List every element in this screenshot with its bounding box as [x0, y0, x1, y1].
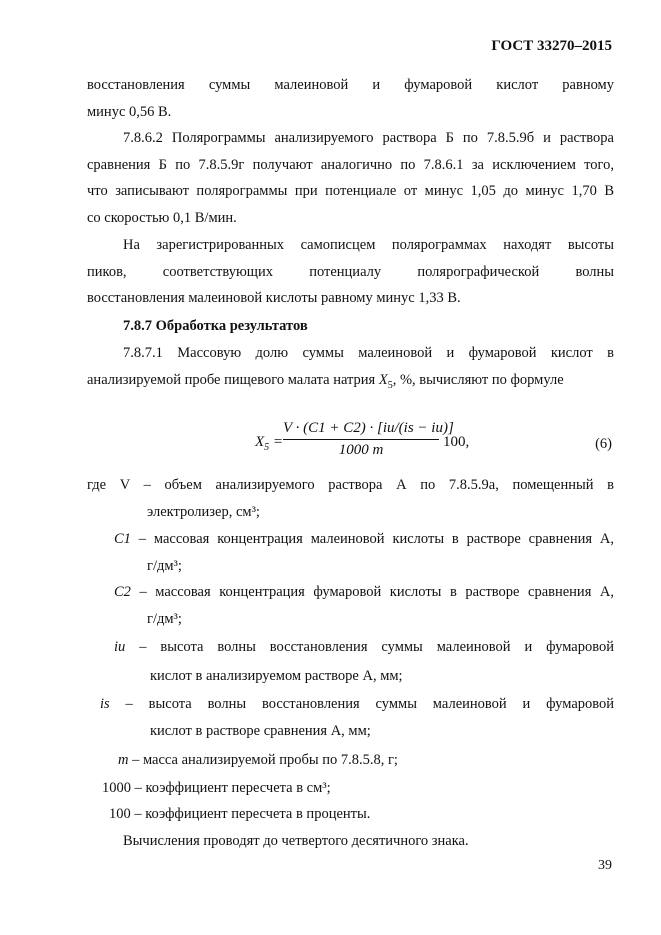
variable-x: X: [378, 371, 388, 388]
definition-text: электролизер, см³;: [147, 503, 260, 520]
definition-text: г/дм³;: [147, 557, 182, 574]
formula-numerator: V · (C1 + C2) · [iu/(is − iu)]: [283, 420, 439, 440]
paragraph-continuation: [87, 72, 614, 125]
text-fragment: анализируемой пробе пищевого малата натрия: [87, 371, 379, 388]
definition-v: [87, 472, 614, 525]
formula-tail: 100,: [443, 434, 470, 450]
definition-symbol: C1: [114, 531, 131, 547]
text-line: [87, 367, 614, 399]
definition-text: – коэффициент пересчета в проценты.: [134, 806, 371, 822]
text-line: что записывают полярограммы при потенциале от минус 1,05 до минус 1,70 В: [87, 183, 614, 199]
definition-text: – масса анализируемой пробы по 7.8.5.8, г;: [132, 752, 398, 768]
text-line: восстановления суммы малеиновой и фумаровой кислот равному: [87, 77, 614, 93]
text-line: На зарегистрированных самописцем полярограммах находят высоты: [123, 237, 614, 253]
definition-text: – высота волны восстановления суммы малеиновой и фумаровой: [125, 696, 615, 712]
definition-1000: [102, 775, 614, 802]
definition-line: [114, 526, 614, 553]
formula-lhs-subscript: 5: [264, 442, 270, 453]
definition-m: [118, 747, 614, 774]
definition-line: [100, 691, 614, 718]
variable-subscript: 5: [387, 379, 393, 391]
formula-number: (6): [595, 436, 612, 452]
definition-line: [87, 472, 614, 499]
formula-lhs: $X_5$ =: [255, 434, 284, 453]
section-title: 7.8.7 Обработка результатов: [123, 318, 308, 334]
text-line: минус 0,56 В.: [87, 103, 172, 120]
page-number: 39: [598, 858, 612, 873]
formula-denominator: 1000 m: [338, 442, 384, 458]
definition-line: [118, 747, 614, 774]
definition-text: г/дм³;: [147, 610, 182, 627]
text-line: 7.8.6.2 Полярограммы анализируемого раствора Б по 7.8.5.9б и раствора: [123, 130, 614, 146]
document-code-header: ГОСТ 33270–2015: [491, 38, 612, 54]
definition-line: [102, 775, 614, 802]
definition-text: – объем анализируемого раствора А по 7.8.5.9а, помещенный в: [143, 477, 614, 493]
definition-line: [109, 801, 614, 828]
definition-text: – высота волны восстановления суммы малеиновой и фумаровой: [139, 639, 615, 655]
definition-text: – массовая концентрация малеиновой кислоты в растворе сравнения А,: [138, 531, 614, 547]
definition-line: [114, 579, 614, 606]
definition-text: кислот в растворе сравнения А, мм;: [150, 722, 371, 739]
definition-symbol: m: [118, 752, 129, 768]
definition-c1: [114, 526, 614, 579]
definition-symbol: где V: [87, 477, 130, 493]
text-line: пиков, соответствующих потенциалу полярографической волны: [87, 263, 614, 280]
definition-text: – коэффициент пересчета в см³;: [134, 780, 331, 796]
definition-text: кислот в анализируемом растворе А, мм;: [150, 667, 403, 684]
closing-sentence: Вычисления проводят до четвертого десятичного знака.: [123, 833, 469, 849]
paragraph-7-8-7-1: [87, 340, 614, 399]
definition-line: [114, 634, 614, 661]
formula-lhs-symbol: X: [255, 434, 265, 450]
definition-symbol: 100: [109, 806, 131, 822]
definition-c2: [114, 579, 614, 632]
definition-text: – массовая концентрация фумаровой кислоты в растворе сравнения А,: [139, 584, 614, 600]
paragraph-7-8-6-2: [87, 125, 614, 231]
definition-iu: [114, 634, 614, 691]
text-line: 7.8.7.1 Массовую долю суммы малеиновой и фумаровой кислот в: [123, 345, 614, 361]
text-line: восстановления малеиновой кислоты равному минус 1,33 В.: [87, 290, 461, 306]
definition-symbol: iu: [114, 639, 126, 655]
formula-fraction: [283, 420, 454, 459]
definition-symbol: 1000: [102, 780, 131, 796]
definition-symbol: is: [100, 696, 110, 712]
text-line: сравнения Б по 7.8.5.9г получают аналогично по 7.8.6.1 за исключением того,: [87, 156, 614, 173]
paragraph-peaks: [87, 232, 614, 312]
formula-6: [255, 420, 515, 470]
text-fragment: , %, вычисляют по формуле: [392, 371, 564, 388]
text-line: со скоростью 0,1 В/мин.: [87, 209, 237, 226]
definition-100: [109, 801, 614, 828]
definition-symbol: C2: [114, 584, 131, 600]
definition-is: [100, 691, 614, 744]
